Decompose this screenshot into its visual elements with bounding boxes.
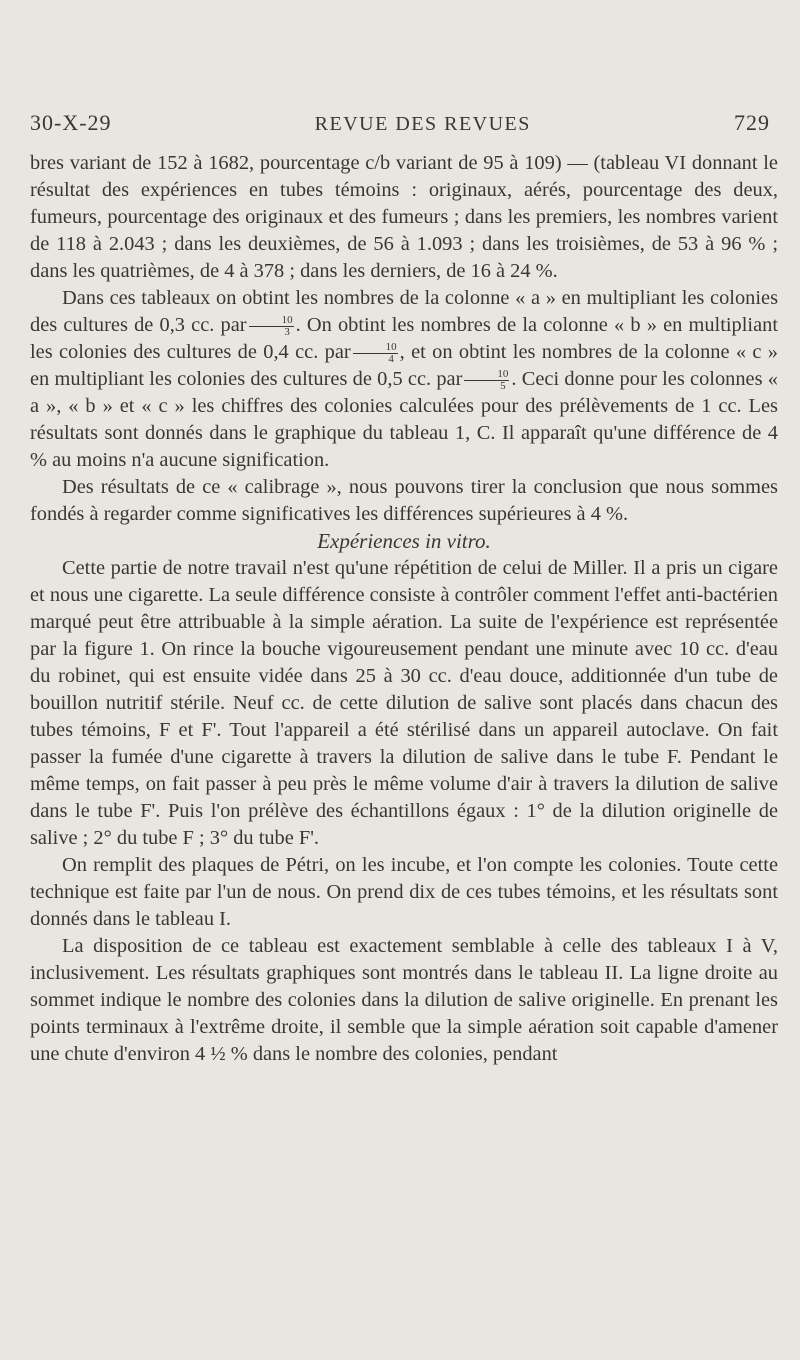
fraction-10-over-4: $\frac{10}{4}$ (353, 342, 398, 365)
header-page-number: 729 (734, 110, 770, 135)
paragraph-5: On remplit des plaques de Pétri, on les incube, et l'on compte les colonies. Toute cette technique est faite par l'un de nous. On prend dix de ces tubes témoins, et les résultats sont donnés dans le tableau I. (30, 854, 778, 930)
section-title: Expériences in vitro. (317, 529, 491, 553)
paragraph-2-part-d: . Ceci donne pour les colonnes « a », « b » et « c » les chiffres des colonies calculées pour des prélèvements de 1 cc. Les résultats sont donnés dans le graphique du tableau 1, C. Il apparaît qu'une différence de 4 % au moins n'a aucune signification. (30, 368, 778, 471)
paragraph-2-part-a: Dans ces tableaux on obtint les nombres de la colonne « a » en multipliant les colonies des cultures de 0,3 cc. par (30, 287, 778, 336)
paragraph-6: La disposition de ce tableau est exactement semblable à celle des tableaux I à V, inclusivement. Les résultats graphiques sont montrés dans le tableau II. La ligne droite au sommet indique le nombre des colonies dans la dilution de salive originelle. En prenant les points terminaux à l'extrême droite, il semble que la simple aération soit capable d'amener une chute d'environ 4 ½ % dans le nombre des colonies, pendant (30, 935, 778, 1065)
header-journal-title: REVUE DES REVUES (314, 113, 531, 135)
paragraph-2 (30, 285, 778, 474)
header-date: 30-X-29 (30, 110, 112, 135)
page-body (30, 150, 778, 1068)
paragraph-2-part-b: . On obtint les nombres de la colonne « b » en multipliant les colonies des cultures de 0,4 cc. par (30, 314, 778, 363)
paragraph-2-part-c: , et on obtint les nombres de la colonne « c » en multipliant les colonies des cultures de 0,5 cc. par (30, 341, 778, 390)
paragraph-3: Des résultats de ce « calibrage », nous pouvons tirer la conclusion que nous sommes fondés à regarder comme significatives les différences supérieures à 4 %. (30, 476, 778, 525)
running-header (30, 110, 770, 142)
fraction-10-over-5: $\frac{10}{5}$ (464, 369, 509, 392)
paragraph-4: Cette partie de notre travail n'est qu'une répétition de celui de Miller. Il a pris un cigare et nous une cigarette. La seule différence consiste à contrôler comment l'effet anti-bactérien marqué peut être attribuable à la simple aération. La suite de l'expérience est représentée par la figure 1. On rince la bouche vigoureusement pendant une minute avec 10 cc. d'eau du robinet, qui est ensuite vidée dans 25 à 30 cc. d'eau douce, additionnée d'un tube de bouillon nutritif stérile. Neuf cc. de cette dilution de salive sont placés dans chacun des tubes témoins, F et F'. Tout l'appareil a été stérilisé dans un appareil autoclave. On fait passer la fumée d'une cigarette à travers la dilution de salive dans le tube F. Pendant le même temps, on fait passer à peu près le même volume d'air à travers la dilution de salive dans le tube F'. Puis l'on prélève des échantillons égaux : 1° de la dilution originelle de salive ; 2° du tube F ; 3° du tube F'. (30, 557, 778, 849)
fraction-10-over-3: $\frac{10}{3}$ (249, 315, 294, 338)
paragraph-1: bres variant de 152 à 1682, pourcentage c/b variant de 95 à 109) — (tableau VI donnant le résultat des expériences en tubes témoins : originaux, aérés, pourcentage des deux, fumeurs, pourcentage des originaux et des fumeurs ; dans les premiers, les nombres varient de 118 à 2.043 ; dans les deuxièmes, de 56 à 1.093 ; dans les troisièmes, de 53 à 96 % ; dans les quatrièmes, de 4 à 378 ; dans les derniers, de 16 à 24 %. (30, 152, 778, 282)
